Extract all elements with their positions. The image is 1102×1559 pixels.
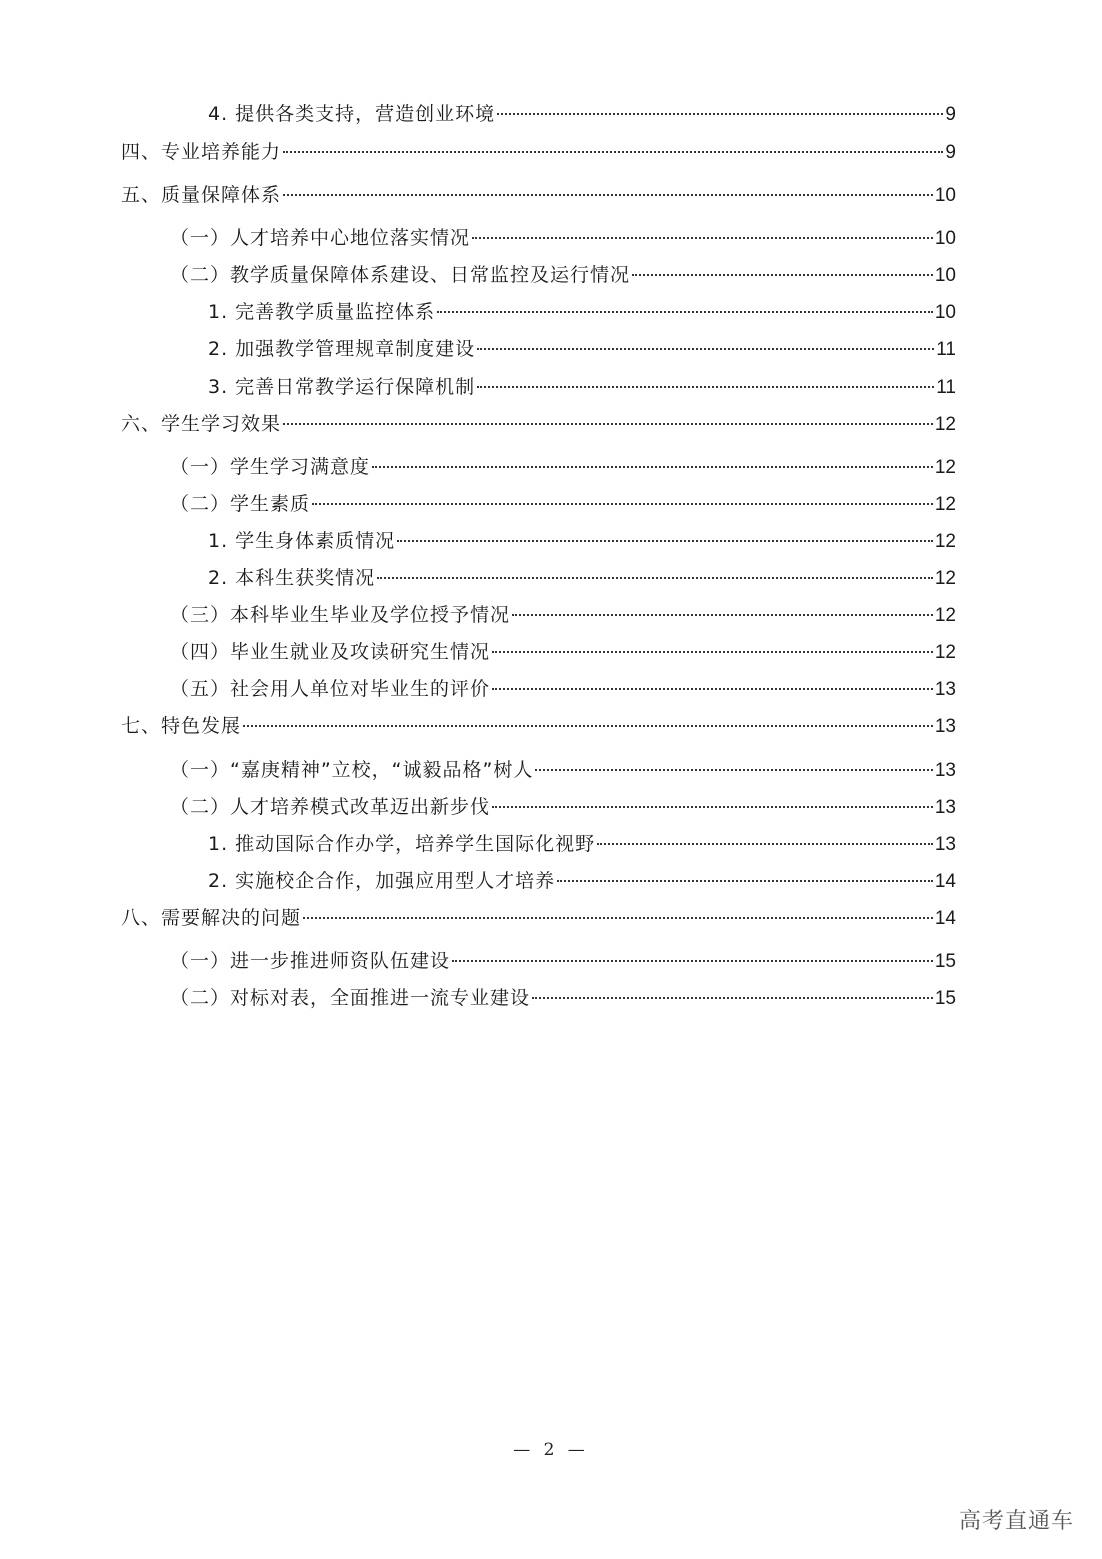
toc-dot-leader — [477, 386, 934, 388]
toc-entry-title: （一）人才培养中心地位落实情况 — [170, 227, 471, 249]
toc-entry-page: 12 — [934, 494, 956, 515]
toc-entry[interactable] — [208, 99, 956, 129]
toc-entry-title: 2. 本科生获奖情况 — [208, 567, 376, 589]
toc-entry-title: 2. 实施校企合作，加强应用型人才培养 — [208, 870, 556, 892]
toc-entry-title: （二）学生素质 — [170, 493, 311, 515]
toc-dot-leader — [243, 725, 933, 727]
toc-entry-title: （二）人才培养模式改革迈出新步伐 — [170, 796, 491, 818]
toc-entry-page: 10 — [934, 185, 956, 206]
toc-dot-leader — [497, 113, 943, 115]
toc-entry[interactable] — [170, 946, 956, 976]
toc-entry[interactable] — [170, 637, 956, 667]
toc-entry-title: 1. 推动国际合作办学，培养学生国际化视野 — [208, 833, 596, 855]
toc-entry[interactable] — [208, 866, 956, 896]
toc-entry-page: 13 — [934, 760, 956, 781]
toc-entry-page: 12 — [934, 642, 956, 663]
toc-dot-leader — [283, 151, 943, 153]
toc-dot-leader — [283, 194, 933, 196]
toc-dot-leader — [312, 503, 933, 505]
toc-entry-page: 11 — [936, 339, 956, 360]
toc-entry-page: 14 — [934, 908, 956, 929]
toc-entry-page: 10 — [934, 265, 956, 286]
toc-entry[interactable] — [121, 711, 956, 741]
toc-dot-leader — [492, 806, 933, 808]
toc-entry-page: 12 — [934, 414, 956, 435]
toc-dot-leader — [632, 274, 933, 276]
toc-entry-page: 12 — [934, 531, 956, 552]
toc-entry[interactable] — [170, 755, 956, 785]
toc-entry-title: （五）社会用人单位对毕业生的评价 — [170, 678, 491, 700]
toc-entry-title: （三）本科毕业生毕业及学位授予情况 — [170, 604, 511, 626]
toc-dot-leader — [397, 540, 933, 542]
toc-dot-leader — [472, 237, 933, 239]
toc-entry-title: （二）对标对表，全面推进一流专业建设 — [170, 987, 531, 1009]
toc-entry-title: （四）毕业生就业及攻读研究生情况 — [170, 641, 491, 663]
toc-entry[interactable] — [208, 829, 956, 859]
toc-entry-title: 3. 完善日常教学运行保障机制 — [208, 376, 476, 398]
toc-entry[interactable] — [208, 526, 956, 556]
toc-entry[interactable] — [170, 983, 956, 1013]
toc-dot-leader — [512, 614, 933, 616]
toc-entry[interactable] — [208, 297, 956, 327]
toc-entry[interactable] — [170, 792, 956, 822]
toc-entry[interactable] — [121, 409, 956, 439]
toc-entry-title: 1. 完善教学质量监控体系 — [208, 301, 436, 323]
toc-entry-page: 9 — [945, 104, 956, 125]
toc-entry-page: 13 — [934, 679, 956, 700]
toc-entry[interactable] — [208, 334, 956, 364]
toc-dot-leader — [477, 348, 934, 350]
toc-entry-page: 9 — [945, 142, 956, 163]
toc-entry[interactable] — [170, 674, 956, 704]
toc-entry[interactable] — [121, 137, 956, 167]
toc-entry-title: （一）学生学习满意度 — [170, 456, 371, 478]
toc-entry-page: 13 — [934, 834, 956, 855]
toc-dot-leader — [492, 651, 933, 653]
toc-entry[interactable] — [170, 600, 956, 630]
toc-dot-leader — [452, 960, 933, 962]
toc-entry-page: 15 — [934, 951, 956, 972]
toc-dot-leader — [283, 423, 933, 425]
toc-entry[interactable] — [170, 223, 956, 253]
toc-entry-title: （二）教学质量保障体系建设、日常监控及运行情况 — [170, 264, 631, 286]
toc-entry-title: 四、专业培养能力 — [121, 141, 282, 163]
toc-entry-title: 2. 加强教学管理规章制度建设 — [208, 338, 476, 360]
toc-entry[interactable] — [170, 452, 956, 482]
toc-entry[interactable] — [121, 903, 956, 933]
toc-entry[interactable] — [121, 180, 956, 210]
toc-entry[interactable] — [208, 563, 956, 593]
page-number: — 2 — — [513, 1440, 589, 1460]
toc-entry-title: 1. 学生身体素质情况 — [208, 530, 396, 552]
toc-entry-title: 4. 提供各类支持，营造创业环境 — [208, 103, 496, 125]
toc-dot-leader — [303, 917, 933, 919]
toc-entry-page: 12 — [934, 457, 956, 478]
toc-dot-leader — [492, 688, 933, 690]
toc-entry-page: 13 — [934, 797, 956, 818]
toc-entry-title: 六、学生学习效果 — [121, 413, 282, 435]
toc-entry-page: 15 — [934, 988, 956, 1009]
toc-entry-page: 12 — [934, 568, 956, 589]
toc-entry-title: 七、特色发展 — [121, 715, 242, 737]
toc-entry-title: 五、质量保障体系 — [121, 184, 282, 206]
toc-dot-leader — [597, 843, 933, 845]
toc-entry-title: （一）“嘉庚精神”立校，“诚毅品格”树人 — [170, 759, 534, 781]
toc-dot-leader — [377, 577, 933, 579]
toc-entry-page: 11 — [936, 377, 956, 398]
toc-dot-leader — [437, 311, 933, 313]
toc-entry-page: 13 — [934, 716, 956, 737]
toc-entry-page: 10 — [934, 228, 956, 249]
toc-dot-leader — [532, 997, 933, 999]
toc-entry[interactable] — [170, 260, 956, 290]
toc-entry[interactable] — [208, 372, 956, 402]
toc-entry-page: 10 — [934, 302, 956, 323]
toc-entry-title: 八、需要解决的问题 — [121, 907, 302, 929]
toc-entry-title: （一）进一步推进师资队伍建设 — [170, 950, 451, 972]
toc-dot-leader — [535, 769, 932, 771]
toc-entry-page: 12 — [934, 605, 956, 626]
toc-entry[interactable] — [170, 489, 956, 519]
toc-dot-leader — [557, 880, 933, 882]
toc-entry-page: 14 — [934, 871, 956, 892]
toc-dot-leader — [372, 466, 933, 468]
watermark: 高考直通车 — [958, 1509, 1074, 1534]
